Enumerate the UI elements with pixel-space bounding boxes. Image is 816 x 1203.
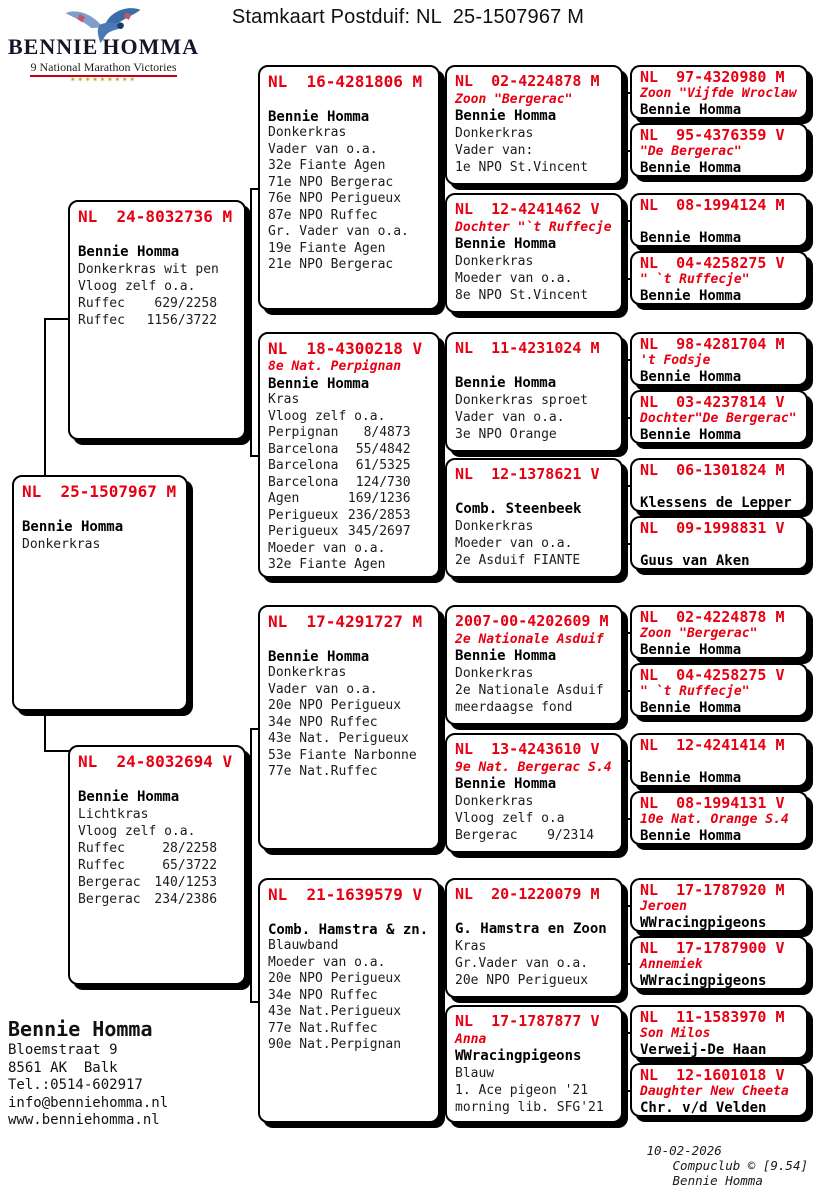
owner-name: Bennie Homma xyxy=(78,789,180,805)
owner-name: Bennie Homma xyxy=(455,648,557,664)
logo-subtitle: 9 National Marathon Victories xyxy=(6,60,201,75)
pedigree-box xyxy=(630,332,808,386)
race-result xyxy=(268,475,411,492)
pedigree-box xyxy=(630,605,808,659)
race-score: 55/4842 xyxy=(355,441,411,457)
pedigree-box xyxy=(630,251,808,305)
race-name: Barcelona xyxy=(268,458,339,473)
info-line: 77e Nat.Ruffec xyxy=(268,764,378,779)
owner-name: Bennie Homma xyxy=(268,375,370,392)
pedigree-box xyxy=(630,936,808,990)
ring-number: NL 08-1994124 M xyxy=(640,196,785,214)
race-name: Ruffec xyxy=(78,296,125,311)
ring-number: NL 12-1601018 V xyxy=(640,1066,785,1084)
pigeon-nickname xyxy=(78,772,236,789)
race-score: 65/3722 xyxy=(162,858,218,873)
pigeon-nickname xyxy=(640,479,798,495)
race-score: 1156/3722 xyxy=(146,313,218,328)
race-result xyxy=(78,295,217,312)
owner-name: Chr. v/d Velden xyxy=(640,1100,767,1116)
pedigree-box xyxy=(630,1005,808,1059)
owner-name: Verweij-De Haan xyxy=(640,1042,767,1058)
pedigree-box xyxy=(445,1005,623,1123)
ring-number: 2007-00-4202609 M xyxy=(455,612,609,630)
info-line: Lichtkras xyxy=(78,807,149,822)
info-line: 20e NPO Perigueux xyxy=(268,971,402,986)
race-score: 9/2314 xyxy=(547,828,595,843)
info-line: Gr.Vader van o.a. xyxy=(455,956,589,971)
pedigree-box xyxy=(630,663,808,717)
connector-line xyxy=(442,125,444,255)
race-name: Perpignan xyxy=(268,425,339,440)
pigeon-nickname: Dochter"De Bergerac" xyxy=(640,411,797,426)
owner-name: WWracingpigeons xyxy=(640,915,767,931)
owner-name: Comb. Steenbeek xyxy=(455,501,582,517)
ring-number: NL 12-1378621 V xyxy=(455,465,600,483)
connector-line xyxy=(250,188,252,457)
pedigree-box xyxy=(445,65,623,185)
owner-name: Bennie Homma xyxy=(455,375,557,391)
ring-number: NL 17-1787900 V xyxy=(640,939,785,957)
pedigree-box xyxy=(630,123,808,177)
ring-number: NL 11-1583970 M xyxy=(640,1008,785,1026)
pigeon-nickname xyxy=(640,537,798,553)
race-name: Bergerac xyxy=(78,875,141,890)
connector-line xyxy=(626,760,628,820)
connector-line xyxy=(250,188,258,190)
info-line: 53e Fiante Narbonne xyxy=(268,747,417,763)
pigeon-nickname xyxy=(455,904,613,921)
race-name: Perigueux xyxy=(268,524,339,539)
info-line: 19e Fiante Agen xyxy=(268,240,386,256)
owner-name: Comb. Hamstra & zn. xyxy=(268,921,429,938)
info-line: 1e NPO St.Vincent xyxy=(455,160,589,175)
owner-name: Bennie Homma xyxy=(640,369,742,385)
info-line: Moeder van o.a. xyxy=(455,271,573,286)
contact-address: Bloemstraat 9 xyxy=(8,1042,118,1058)
race-name: Bergerac xyxy=(455,828,518,843)
connector-line xyxy=(44,318,46,477)
contact-block xyxy=(8,1016,168,1130)
pigeon-nickname: Son Milos xyxy=(640,1026,711,1041)
info-line: Donkerkras xyxy=(22,537,101,552)
pigeon-nickname xyxy=(455,484,613,501)
ring-number: NL 09-1998831 V xyxy=(640,519,785,537)
ring-number: NL 13-4243610 V xyxy=(455,740,600,758)
pigeon-nickname: Daughter New Cheeta xyxy=(640,1084,789,1099)
info-line: Moeder van o.a. xyxy=(455,536,573,551)
race-result xyxy=(78,874,217,891)
ring-number: NL 02-4224878 M xyxy=(455,72,600,90)
race-score: 629/2258 xyxy=(154,296,218,311)
pigeon-nickname: Annemiek xyxy=(640,957,703,972)
info-line: Kras xyxy=(268,392,300,407)
contact-city: 8561 AK Balk xyxy=(8,1059,118,1076)
info-line: morning lib. SFG'21 xyxy=(455,1100,604,1115)
ring-number: NL 04-4258275 V xyxy=(640,254,785,272)
owner-name: Bennie Homma xyxy=(640,160,742,176)
pigeon-nickname: 't Fodsje xyxy=(640,353,711,368)
ring-number: NL 03-4237814 V xyxy=(640,393,785,411)
info-line: Vader van o.a. xyxy=(268,141,378,157)
race-result xyxy=(455,827,594,844)
owner-name: Bennie Homma xyxy=(640,102,742,118)
info-line: 34e NPO Ruffec xyxy=(268,987,378,1003)
page-title: Stamkaart Postduif: NL 25-1507967 M xyxy=(231,6,585,28)
info-line: Blauwband xyxy=(268,938,339,953)
info-line: Donkerkras sproet xyxy=(455,393,589,408)
pedigree-box xyxy=(68,200,246,440)
connector-line xyxy=(626,359,628,419)
pigeon-nickname xyxy=(22,502,178,519)
pigeon-nickname: 10e Nat. Orange S.4 xyxy=(640,812,789,827)
owner-name: Bennie Homma xyxy=(22,519,124,535)
race-score: 140/1253 xyxy=(154,875,218,890)
info-line: 76e NPO Perigueux xyxy=(268,191,402,206)
pedigree-box xyxy=(258,878,440,1123)
pedigree-box xyxy=(630,733,808,787)
race-result xyxy=(78,857,217,874)
pedigree-box xyxy=(445,332,623,452)
ring-number: NL 12-4241414 M xyxy=(640,736,785,754)
pedigree-box xyxy=(445,605,623,725)
owner-name: G. Hamstra en Zoon xyxy=(455,921,607,937)
owner-name: Bennie Homma xyxy=(640,828,742,844)
info-line: 77e Nat.Ruffec xyxy=(268,1020,378,1036)
pedigree-box xyxy=(630,458,808,512)
contact-email: info@benniehomma.nl xyxy=(8,1094,169,1111)
ring-number: NL 18-4300218 V xyxy=(268,339,423,358)
connector-line xyxy=(250,1001,258,1003)
race-result xyxy=(268,491,411,508)
info-line: 1. Ace pigeon '21 xyxy=(455,1083,589,1098)
ring-number: NL 17-1787920 M xyxy=(640,881,785,899)
info-line: Kras xyxy=(455,939,487,954)
connector-line xyxy=(626,1032,628,1092)
owner-name: WWracingpigeons xyxy=(640,973,767,989)
info-line: Donkerkras xyxy=(455,519,534,534)
race-result xyxy=(268,425,411,442)
pigeon-nickname xyxy=(268,905,430,922)
connector-line xyxy=(626,905,628,965)
owner-name: Bennie Homma xyxy=(455,236,557,252)
race-score: 345/2697 xyxy=(347,524,411,539)
info-line: 8e NPO St.Vincent xyxy=(455,288,589,303)
pigeon-nickname: " `t Ruffecje" xyxy=(640,684,750,699)
owner-name: Klessens de Lepper xyxy=(640,495,792,511)
race-result xyxy=(268,458,411,475)
info-line: Vloog zelf o.a. xyxy=(78,279,196,294)
owner-name: Bennie Homma xyxy=(640,230,742,246)
info-line: 71e NPO Bergerac xyxy=(268,174,394,190)
pigeon-nickname xyxy=(455,358,613,375)
pigeon-nickname xyxy=(78,227,236,244)
info-line: 20e NPO Perigueux xyxy=(268,698,402,713)
connector-line xyxy=(44,750,70,752)
race-name: Ruffec xyxy=(78,858,125,873)
info-line: 2e Nationale Asduif xyxy=(455,683,604,698)
pigeon-nickname: 8e Nat. Perpignan xyxy=(268,359,402,374)
pigeon-nickname xyxy=(268,92,430,109)
info-line: 2e Asduif FIANTE xyxy=(455,553,581,568)
race-result xyxy=(268,508,411,525)
pedigree-box xyxy=(630,65,808,119)
pigeon-nickname: Jeroen xyxy=(640,899,687,914)
contact-name: Bennie Homma xyxy=(8,1017,153,1041)
pedigree-box xyxy=(258,65,440,310)
ring-number: NL 25-1507967 M xyxy=(22,482,177,501)
ring-number: NL 24-8032736 M xyxy=(78,207,233,226)
info-line: 20e NPO Perigueux xyxy=(455,973,589,988)
info-line: Vader van: xyxy=(455,143,534,158)
pedigree-box xyxy=(445,458,623,578)
owner-name: Bennie Homma xyxy=(78,244,180,260)
race-result xyxy=(268,442,411,459)
info-line: 90e Nat.Perpignan xyxy=(268,1037,402,1052)
info-line: Gr. Vader van o.a. xyxy=(268,224,409,239)
pedigree-box xyxy=(445,733,623,853)
connector-line xyxy=(626,632,628,692)
race-score: 124/730 xyxy=(355,474,411,490)
race-name: Agen xyxy=(268,491,300,506)
pigeon-nickname: Dochter "`t Ruffecje xyxy=(455,220,612,235)
info-line: meerdaagse fond xyxy=(455,700,573,715)
ring-number: NL 17-1787877 V xyxy=(455,1012,600,1030)
pedigree-box xyxy=(630,390,808,444)
ring-number: NL 17-4291727 M xyxy=(268,612,423,631)
logo-stars: ✶✶✶✶✶✶✶✶✶ xyxy=(70,75,137,85)
owner-name: Bennie Homma xyxy=(640,642,742,658)
connector-line xyxy=(250,455,258,457)
pedigree-box xyxy=(630,791,808,845)
ring-number: NL 06-1301824 M xyxy=(640,461,785,479)
info-line: Donkerkras xyxy=(455,666,534,681)
race-result xyxy=(78,312,217,329)
pedigree-box xyxy=(445,193,623,313)
pigeon-nickname xyxy=(268,632,430,649)
race-score: 28/2258 xyxy=(162,841,218,856)
ring-number: NL 98-4281704 M xyxy=(640,335,785,353)
pigeon-nickname: " `t Ruffecje" xyxy=(640,272,750,287)
info-line: Vloog zelf o.a. xyxy=(268,408,386,424)
race-name: Perigueux xyxy=(268,507,339,523)
logo-name-left: BENNIE xyxy=(8,34,99,59)
ring-number: NL 21-1639579 V xyxy=(268,885,423,904)
connector-line xyxy=(442,665,444,795)
connector-line xyxy=(44,709,46,752)
pedigree-box xyxy=(630,516,808,570)
pedigree-box xyxy=(258,605,440,850)
info-line: 43e Nat.Perigueux xyxy=(268,1004,402,1019)
connector-line xyxy=(250,728,258,730)
race-result xyxy=(268,524,411,541)
race-result xyxy=(78,840,217,857)
pigeon-nickname: 2e Nationale Asduif xyxy=(455,632,604,647)
pedigree-box xyxy=(12,475,188,711)
info-line: 43e Nat. Perigueux xyxy=(268,731,409,746)
footer-program: Compuclub © [9.54] xyxy=(672,1158,808,1173)
info-line: 32e Fiante Agen xyxy=(268,158,386,173)
info-line: 32e Fiante Agen xyxy=(268,557,386,572)
ring-number: NL 16-4281806 M xyxy=(268,72,423,91)
info-line: Donkerkras xyxy=(455,794,534,809)
race-name: Ruffec xyxy=(78,841,125,856)
race-score: 169/1236 xyxy=(347,491,411,506)
info-line: 87e NPO Ruffec xyxy=(268,207,378,223)
owner-name: Bennie Homma xyxy=(640,288,742,304)
race-name: Barcelona xyxy=(268,474,339,490)
race-name: Ruffec xyxy=(78,313,125,328)
owner-name: Bennie Homma xyxy=(455,108,557,124)
pigeon-nickname: Zoon "Vijfde Wroclaw xyxy=(640,86,797,101)
ring-number: NL 95-4376359 V xyxy=(640,126,785,144)
info-line: Vloog zelf o.a. xyxy=(78,824,196,839)
pigeon-nickname: "De Bergerac" xyxy=(640,144,742,159)
contact-phone: Tel.:0514-602917 xyxy=(8,1077,143,1093)
info-line: Vloog zelf o.a xyxy=(455,811,565,826)
pedigree-box xyxy=(630,1063,808,1117)
ring-number: NL 04-4258275 V xyxy=(640,666,785,684)
pedigree-box xyxy=(445,878,623,998)
ring-number: NL 02-4224878 M xyxy=(640,608,785,626)
race-score: 61/5325 xyxy=(355,458,411,473)
connector-line xyxy=(626,92,628,152)
info-line: Vader van o.a. xyxy=(455,410,565,425)
pigeon-nickname: 9e Nat. Bergerac S.4 xyxy=(455,760,612,775)
owner-name: Bennie Homma xyxy=(268,648,370,665)
owner-name: Bennie Homma xyxy=(455,776,557,792)
ring-number: NL 20-1220079 M xyxy=(455,885,600,903)
owner-name: Bennie Homma xyxy=(268,108,370,125)
pigeon-nickname xyxy=(640,214,798,230)
pigeon-nickname xyxy=(640,754,798,770)
info-line: Vader van o.a. xyxy=(268,681,378,697)
race-result xyxy=(78,891,217,908)
info-line: 34e NPO Ruffec xyxy=(268,714,378,730)
contact-website: www.benniehomma.nl xyxy=(8,1112,160,1128)
owner-name: Guus van Aken xyxy=(640,553,750,569)
race-name: Bergerac xyxy=(78,892,141,907)
info-line: Moeder van o.a. xyxy=(268,954,386,970)
pigeon-nickname: Zoon "Bergerac" xyxy=(455,92,573,107)
info-line: Donkerkras xyxy=(268,665,347,680)
print-footer xyxy=(616,1128,808,1203)
pigeon-nickname: Anna xyxy=(455,1032,487,1047)
race-score: 236/2853 xyxy=(347,507,411,523)
info-line: Blauw xyxy=(455,1066,495,1081)
ring-number: NL 24-8032694 V xyxy=(78,752,233,771)
pedigree-box xyxy=(630,878,808,932)
logo-name-right: HOMMA xyxy=(102,34,199,59)
info-line: Moeder van o.a. xyxy=(268,540,386,556)
race-name: Barcelona xyxy=(268,441,339,457)
owner-name: WWracingpigeons xyxy=(455,1048,582,1064)
ring-number: NL 08-1994131 V xyxy=(640,794,785,812)
footer-owner: Bennie Homma xyxy=(672,1173,763,1188)
footer-date: 10-02-2026 xyxy=(646,1143,722,1158)
owner-name: Bennie Homma xyxy=(640,427,742,443)
info-line: Donkerkras xyxy=(455,254,534,269)
pedigree-box xyxy=(630,193,808,247)
logo-name xyxy=(6,34,201,60)
pigeon-nickname: Zoon "Bergerac" xyxy=(640,626,758,641)
pedigree-box xyxy=(258,332,440,578)
info-line: Donkerkras xyxy=(268,125,347,140)
connector-line xyxy=(626,220,628,280)
connector-line xyxy=(44,318,70,320)
pedigree-box xyxy=(68,745,246,985)
race-score: 234/2386 xyxy=(154,892,218,907)
owner-name: Bennie Homma xyxy=(640,700,742,716)
race-score: 8/4873 xyxy=(363,425,411,440)
info-line: Donkerkras wit pen xyxy=(78,262,219,277)
info-line: 21e NPO Bergerac xyxy=(268,257,394,272)
info-line: Donkerkras xyxy=(455,126,534,141)
ring-number: NL 12-4241462 V xyxy=(455,200,600,218)
ring-number: NL 97-4320980 M xyxy=(640,68,785,86)
ring-number: NL 11-4231024 M xyxy=(455,339,600,357)
connector-line xyxy=(626,485,628,545)
info-line: 3e NPO Orange xyxy=(455,427,557,442)
owner-name: Bennie Homma xyxy=(640,770,742,786)
